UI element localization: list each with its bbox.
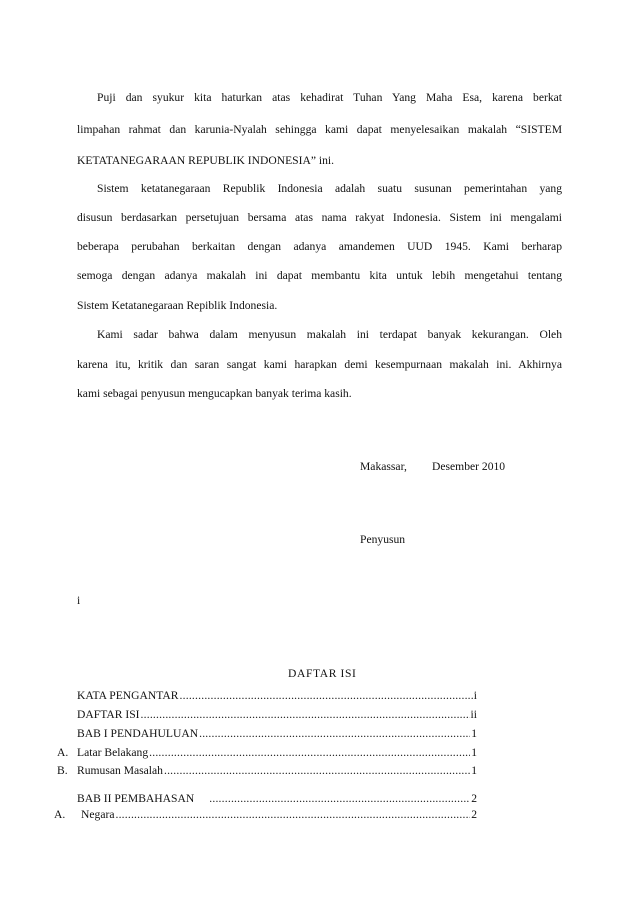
preface-p1-line1: Puji dan syukur kita haturkan atas kehadirat Tuhan Yang Maha Esa, karena berkat [97,91,562,104]
toc-entry-marker: A. [57,746,69,759]
toc-entry [77,792,477,805]
toc-entry-label: Rumusan Masalah [77,764,163,777]
toc-entry-label: BAB II PEMBAHASAN [77,792,195,805]
preface-p3-line3: kami sebagai penyusun mengucapkan banyak terima kasih. [77,387,352,400]
toc-entry [77,727,477,740]
toc-entry-marker: B. [57,764,68,777]
toc-entry-page: 1 [471,727,477,740]
toc-entry-page: i [473,689,477,702]
preface-p2-line2: disusun berdasarkan persetujuan bersama atas nama rakyat Indonesia. Sistem ini mengalami [77,211,562,224]
preface-p2-line1: Sistem ketatanegaraan Republik Indonesia adalah suatu susunan pemerintahan yang [97,182,562,195]
toc-entry [81,808,477,821]
page-number: i [77,594,81,607]
preface-p3-line2: karena itu, kritik dan saran sangat kami harapkan demi kesempurnaan makalah ini. Akhirnya [77,358,562,371]
signature-text: Penyusun [360,533,406,546]
toc-leader-dots [115,808,470,821]
toc-title: DAFTAR ISI [288,667,357,680]
preface-p2-line4: semoga dengan adanya makalah ini dapat membantu kita untuk lebih mengetahui tentang [77,269,562,282]
toc-entry-marker: A. [54,808,66,821]
toc-leader-dots [141,708,470,721]
toc-leader-dots [164,764,470,777]
toc-entry [77,708,477,721]
toc-entry-label: BAB I PENDAHULUAN [77,727,199,740]
toc-entry-page: 2 [471,808,477,821]
preface-p2-line3: beberapa perubahan berkaitan dengan adanya amandemen UUD 1945. Kami berharap [77,240,562,253]
preface-p2-line5: Sistem Ketatanegaraan Repiblik Indonesia. [77,299,278,312]
place-text: Makassar, [360,460,407,473]
toc-leader-dots [209,792,470,805]
toc-leader-dots [199,727,470,740]
toc-entry-label: Negara [81,808,115,821]
preface-p3-line1: Kami sadar bahwa dalam menyusun makalah ini terdapat banyak kekurangan. Oleh [97,328,562,341]
toc-entry [77,764,477,777]
toc-entry-label: DAFTAR ISI [77,708,140,721]
toc-entry-page: 1 [471,746,477,759]
toc-entry [77,689,477,702]
toc-entry-label: Latar Belakang [77,746,149,759]
toc-leader-dots [180,689,473,702]
date-text: Desember 2010 [432,460,506,473]
preface-p1-line3: KETATANEGARAAN REPUBLIK INDONESIA” ini. [77,154,335,167]
toc-entry-page: 2 [471,792,477,805]
toc-entry-page: ii [470,708,477,721]
toc-leader-dots [149,746,470,759]
toc-entry-label: KATA PENGANTAR [77,689,179,702]
preface-p1-line2: limpahan rahmat dan karunia-Nyalah sehingga kami dapat menyelesaikan makalah “SISTEM [77,123,562,136]
toc-entry [77,746,477,759]
toc-entry-page: 1 [471,764,477,777]
